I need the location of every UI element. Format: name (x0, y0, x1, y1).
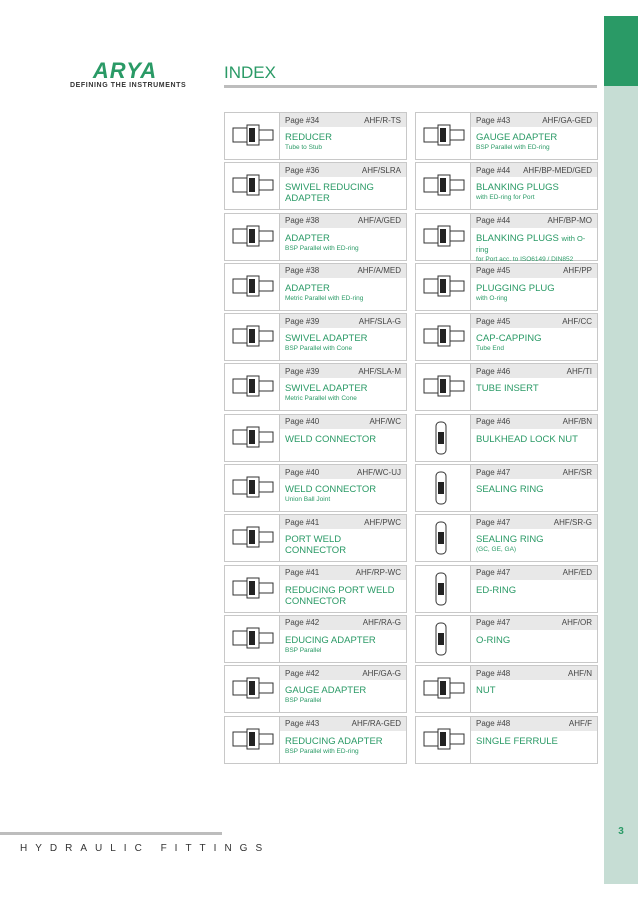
entry-code: AHF/PWC (364, 517, 401, 527)
index-entry[interactable] (415, 464, 598, 512)
entry-header (471, 465, 597, 479)
entry-title (285, 383, 401, 394)
port-weld-connector-icon (227, 516, 277, 560)
entry-subtitle: for Port acc. to ISO6149 / DIN852 (476, 255, 574, 263)
entry-title (476, 534, 592, 545)
swivel-reducing-adapter-icon (227, 164, 277, 208)
index-entry[interactable] (224, 363, 407, 411)
entry-header (280, 415, 406, 429)
entry-code: AHF/WC-UJ (357, 467, 401, 477)
fitting-thumbnail (416, 163, 471, 209)
page-number: 3 (618, 826, 624, 837)
ed-ring-icon (418, 567, 468, 611)
entry-body (280, 515, 406, 561)
entry-title (476, 383, 592, 394)
entry-body (471, 264, 597, 310)
entry-subtitle: Metric Parallel with ED-ring (285, 294, 364, 302)
entry-header (280, 465, 406, 479)
entry-header (471, 717, 597, 731)
entry-body (471, 566, 597, 612)
entry-title (285, 132, 401, 143)
logo-tagline: DEFINING THE INSTRUMENTS (70, 82, 187, 89)
entry-header (471, 666, 597, 680)
reducing-port-icon (227, 567, 277, 611)
sealing-ring-g-icon (418, 516, 468, 560)
entry-code: AHF/BN (562, 417, 592, 427)
swivel-adapter-metric-icon (227, 365, 277, 409)
entry-title (285, 534, 401, 556)
entry-body (471, 415, 597, 461)
index-entry[interactable] (415, 615, 598, 663)
plugging-plug-icon (418, 265, 468, 309)
entry-title (285, 585, 401, 607)
entry-body (471, 314, 597, 360)
entry-title-text: SEALING RING (476, 534, 544, 546)
footer-divider (0, 832, 222, 835)
fitting-thumbnail (225, 465, 280, 511)
fitting-thumbnail (225, 314, 280, 360)
entry-title-text: NUT (476, 685, 496, 697)
index-entry[interactable] (415, 414, 598, 462)
sidebar-band (604, 16, 638, 884)
entry-title-text: PLUGGING PLUG (476, 282, 555, 294)
index-entry[interactable] (415, 112, 598, 160)
fitting-thumbnail (416, 415, 471, 461)
entry-code: AHF/OR (561, 618, 592, 628)
entry-body (280, 364, 406, 410)
single-ferrule-icon (418, 718, 468, 762)
entry-subtitle: BSP Parallel with ED-ring (285, 747, 359, 755)
entry-title-text: O-RING (476, 634, 511, 646)
fitting-thumbnail (225, 515, 280, 561)
entry-title-text: SWIVEL ADAPTER (285, 383, 368, 395)
entry-code: AHF/BP-MED/GED (523, 165, 592, 175)
index-entry[interactable] (224, 112, 407, 160)
o-ring-icon (418, 617, 468, 661)
entry-subtitle: Metric Parallel with Cone (285, 395, 357, 403)
entry-code: AHF/TI (566, 366, 592, 376)
logo-wordmark: ARYA (92, 58, 158, 83)
fitting-thumbnail (416, 566, 471, 612)
entry-body (471, 515, 597, 561)
entry-page: Page #46 (476, 366, 511, 376)
adapter-metric-icon (227, 265, 277, 309)
footer-title: HYDRAULIC FITTINGS (20, 843, 271, 854)
entry-title-text: GAUGE ADAPTER (476, 132, 558, 143)
page-title: INDEX (224, 63, 276, 82)
entry-header (280, 717, 406, 731)
entry-page: Page #48 (476, 719, 511, 729)
entry-title-text: SINGLE FERRULE (476, 735, 558, 747)
entry-title (476, 283, 592, 294)
fitting-thumbnail (225, 264, 280, 310)
index-entry[interactable] (224, 565, 407, 613)
index-entry[interactable] (415, 363, 598, 411)
entry-page: Page #47 (476, 467, 511, 477)
entry-header (280, 515, 406, 529)
blanking-plug-icon (418, 164, 468, 208)
fitting-thumbnail (416, 113, 471, 159)
entry-page: Page #39 (285, 366, 320, 376)
entry-code: AHF/F (568, 719, 592, 729)
entry-body (280, 163, 406, 209)
index-entry[interactable] (224, 263, 407, 311)
entry-code: AHF/RP-WC (355, 568, 401, 578)
fitting-thumbnail (416, 465, 471, 511)
entry-page: Page #39 (285, 316, 320, 326)
entry-header (471, 113, 597, 127)
reducer-icon (227, 114, 277, 158)
entry-title (476, 585, 592, 596)
entry-title-text: WELD CONNECTOR (285, 433, 377, 445)
entry-page: Page #40 (285, 417, 320, 427)
entry-title-text: WELD CONNECTOR (285, 484, 377, 496)
swivel-adapter-icon (227, 315, 277, 359)
entry-title (476, 736, 592, 747)
entry-page: Page #44 (476, 216, 511, 226)
fitting-thumbnail (225, 566, 280, 612)
entry-title-extra: with O-ring (476, 233, 586, 254)
entry-subtitle: (GC, GE, GA) (476, 546, 517, 554)
entry-body (471, 163, 597, 209)
entry-header (471, 415, 597, 429)
entry-body (280, 314, 406, 360)
entry-code: AHF/GA-G (362, 668, 401, 678)
fitting-thumbnail (416, 364, 471, 410)
entry-page: Page #41 (285, 568, 320, 578)
entry-code: AHF/SR-G (553, 517, 592, 527)
entry-page: Page #44 (476, 165, 511, 175)
entry-title (285, 233, 401, 244)
reducing-adapter-icon (227, 718, 277, 762)
entry-page: Page #45 (476, 316, 511, 326)
entry-code: AHF/BP-MO (547, 216, 592, 226)
entry-code: AHF/RA-G (362, 618, 401, 628)
entry-header (280, 616, 406, 630)
fitting-thumbnail (416, 214, 471, 260)
entry-code: AHF/PP (563, 266, 592, 276)
entry-title (285, 484, 401, 495)
fitting-thumbnail (225, 163, 280, 209)
entry-header (280, 113, 406, 127)
entry-title-text: ED-RING (476, 584, 517, 596)
entry-title (285, 635, 401, 646)
entry-title (285, 736, 401, 747)
entry-header (471, 515, 597, 529)
entry-code: AHF/SLA-G (358, 316, 401, 326)
entry-body (471, 364, 597, 410)
entry-subtitle: Union Ball Joint (285, 496, 331, 504)
entry-code: AHF/ED (562, 568, 592, 578)
bulkhead-lock-nut-icon (418, 416, 468, 460)
index-entry[interactable] (224, 716, 407, 764)
entry-body (280, 717, 406, 763)
entry-title (285, 182, 401, 204)
entry-code: AHF/SLA-M (358, 366, 401, 376)
entry-title (285, 283, 401, 294)
entry-header (280, 666, 406, 680)
entry-header (280, 163, 406, 177)
fitting-thumbnail (416, 666, 471, 712)
entry-title-text: REDUCING ADAPTER (285, 735, 383, 747)
entry-title (476, 233, 592, 255)
gauge-adapter-icon (227, 667, 277, 711)
entry-page: Page #43 (285, 719, 320, 729)
entry-header (471, 264, 597, 278)
sidebar-top-block (604, 16, 638, 86)
entry-body (280, 465, 406, 511)
entry-code: AHF/SLRA (361, 165, 401, 175)
entry-header (471, 616, 597, 630)
entry-code: AHF/R-TS (364, 115, 401, 125)
entry-header (280, 566, 406, 580)
index-entry[interactable] (224, 665, 407, 713)
index-entry[interactable] (224, 464, 407, 512)
weld-connector-ball-icon (227, 466, 277, 510)
index-entry[interactable] (415, 665, 598, 713)
entry-title-text: ADAPTER (285, 232, 330, 244)
entry-title (476, 635, 592, 646)
entry-subtitle: with ED-ring for Port (476, 194, 535, 202)
entry-subtitle: BSP Parallel (285, 697, 322, 705)
weld-connector-icon (227, 416, 277, 460)
entry-header (471, 314, 597, 328)
index-entry[interactable] (224, 615, 407, 663)
entry-title (476, 434, 592, 445)
entry-code: AHF/RA-GED (351, 719, 401, 729)
fitting-thumbnail (225, 616, 280, 662)
entry-body (471, 113, 597, 159)
sealing-ring-icon (418, 466, 468, 510)
entry-body (280, 616, 406, 662)
entry-body (280, 666, 406, 712)
entry-page: Page #45 (476, 266, 511, 276)
entry-title-text: SWIVEL REDUCING ADAPTER (285, 182, 374, 205)
entry-subtitle: BSP Parallel with ED-ring (476, 144, 550, 151)
gauge-adapter-ed-icon (418, 114, 468, 158)
fitting-thumbnail (225, 717, 280, 763)
entry-page: Page #47 (476, 517, 511, 527)
entry-title-text: BLANKING PLUGS (476, 232, 559, 244)
entry-page: Page #36 (285, 165, 320, 175)
entry-title (285, 333, 401, 344)
index-entry[interactable] (415, 565, 598, 613)
fitting-thumbnail (416, 515, 471, 561)
entry-body (280, 264, 406, 310)
entry-title-text: EDUCING ADAPTER (285, 634, 376, 646)
index-entry[interactable] (415, 514, 598, 562)
entry-code: AHF/GA-GED (542, 115, 592, 125)
entry-header (471, 364, 597, 378)
logo (70, 58, 187, 89)
index-entry[interactable] (224, 162, 407, 210)
entry-body (471, 616, 597, 662)
entry-page: Page #34 (285, 115, 320, 125)
entry-page: Page #43 (476, 115, 511, 125)
entry-subtitle: BSP Parallel (285, 646, 322, 654)
fitting-thumbnail (225, 214, 280, 260)
entry-page: Page #47 (476, 618, 511, 628)
index-entry[interactable] (224, 313, 407, 361)
index-entry[interactable] (415, 716, 598, 764)
entry-page: Page #42 (285, 618, 320, 628)
fitting-thumbnail (225, 666, 280, 712)
tube-insert-icon (418, 365, 468, 409)
fitting-thumbnail (225, 415, 280, 461)
index-entry[interactable] (415, 263, 598, 311)
entry-title-text: REDUCING PORT WELD CONNECTOR (285, 584, 395, 607)
entry-page: Page #46 (476, 417, 511, 427)
entry-code: AHF/CC (562, 316, 592, 326)
entry-code: AHF/A/MED (357, 266, 401, 276)
entry-subtitle: BSP Parallel with ED-ring (285, 244, 359, 252)
entry-title-text: CAP-CAPPING (476, 333, 542, 345)
entry-title (285, 434, 401, 445)
entry-body (471, 465, 597, 511)
entry-header (471, 566, 597, 580)
nut-icon (418, 667, 468, 711)
entry-page: Page #41 (285, 517, 320, 527)
entry-title (476, 132, 592, 143)
entry-subtitle: Tube to Stub (285, 144, 322, 151)
entry-body (280, 415, 406, 461)
entry-body (280, 214, 406, 260)
entry-code: AHF/N (568, 668, 592, 678)
entry-title (476, 333, 592, 344)
entry-subtitle: Tube End (476, 345, 504, 353)
entry-page: Page #47 (476, 568, 511, 578)
entry-header (280, 264, 406, 278)
entry-title-text: BLANKING PLUGS (476, 182, 559, 194)
entry-title (476, 182, 592, 193)
entry-title-text: SEALING RING (476, 484, 544, 496)
entry-title-text: BULKHEAD LOCK NUT (476, 433, 578, 445)
entry-code: AHF/A/GED (357, 216, 401, 226)
entry-title-text: ADAPTER (285, 282, 330, 294)
index-entry[interactable] (415, 213, 598, 261)
index-entry[interactable] (224, 414, 407, 462)
educing-adapter-icon (227, 617, 277, 661)
entry-page: Page #42 (285, 668, 320, 678)
entry-header (280, 314, 406, 328)
entry-subtitle: with O-ring (476, 294, 508, 302)
entry-body (471, 214, 597, 263)
index-grid (224, 112, 598, 766)
entry-title-text: SWIVEL ADAPTER (285, 333, 368, 345)
entry-page: Page #38 (285, 216, 320, 226)
entry-page: Page #40 (285, 467, 320, 477)
entry-page: Page #38 (285, 266, 320, 276)
entry-code: AHF/WC (369, 417, 401, 427)
entry-title-text: TUBE INSERT (476, 383, 539, 395)
fitting-thumbnail (416, 264, 471, 310)
entry-title-text: GAUGE ADAPTER (285, 685, 367, 697)
fitting-thumbnail (225, 113, 280, 159)
entry-title-text: REDUCER (285, 132, 332, 143)
index-entry[interactable] (415, 313, 598, 361)
entry-header (471, 214, 597, 228)
entry-body (280, 113, 406, 159)
entry-title (285, 685, 401, 696)
cap-capping-icon (418, 315, 468, 359)
entry-body (280, 566, 406, 612)
fitting-thumbnail (416, 314, 471, 360)
entry-title-text: PORT WELD CONNECTOR (285, 534, 347, 557)
entry-body (471, 717, 597, 763)
index-entry[interactable] (224, 514, 407, 562)
fitting-thumbnail (416, 717, 471, 763)
entry-header (471, 163, 597, 177)
entry-subtitle: BSP Parallel with Cone (285, 345, 353, 353)
index-entry[interactable] (415, 162, 598, 210)
entry-code: AHF/SR (562, 467, 592, 477)
blanking-plug-oring-icon (418, 215, 468, 259)
fitting-thumbnail (225, 364, 280, 410)
entry-title (476, 484, 592, 495)
entry-header (280, 364, 406, 378)
adapter-icon (227, 215, 277, 259)
title-divider (224, 85, 597, 88)
entry-page: Page #48 (476, 668, 511, 678)
entry-body (471, 666, 597, 712)
index-entry[interactable] (224, 213, 407, 261)
fitting-thumbnail (416, 616, 471, 662)
entry-header (280, 214, 406, 228)
entry-title (476, 685, 592, 696)
